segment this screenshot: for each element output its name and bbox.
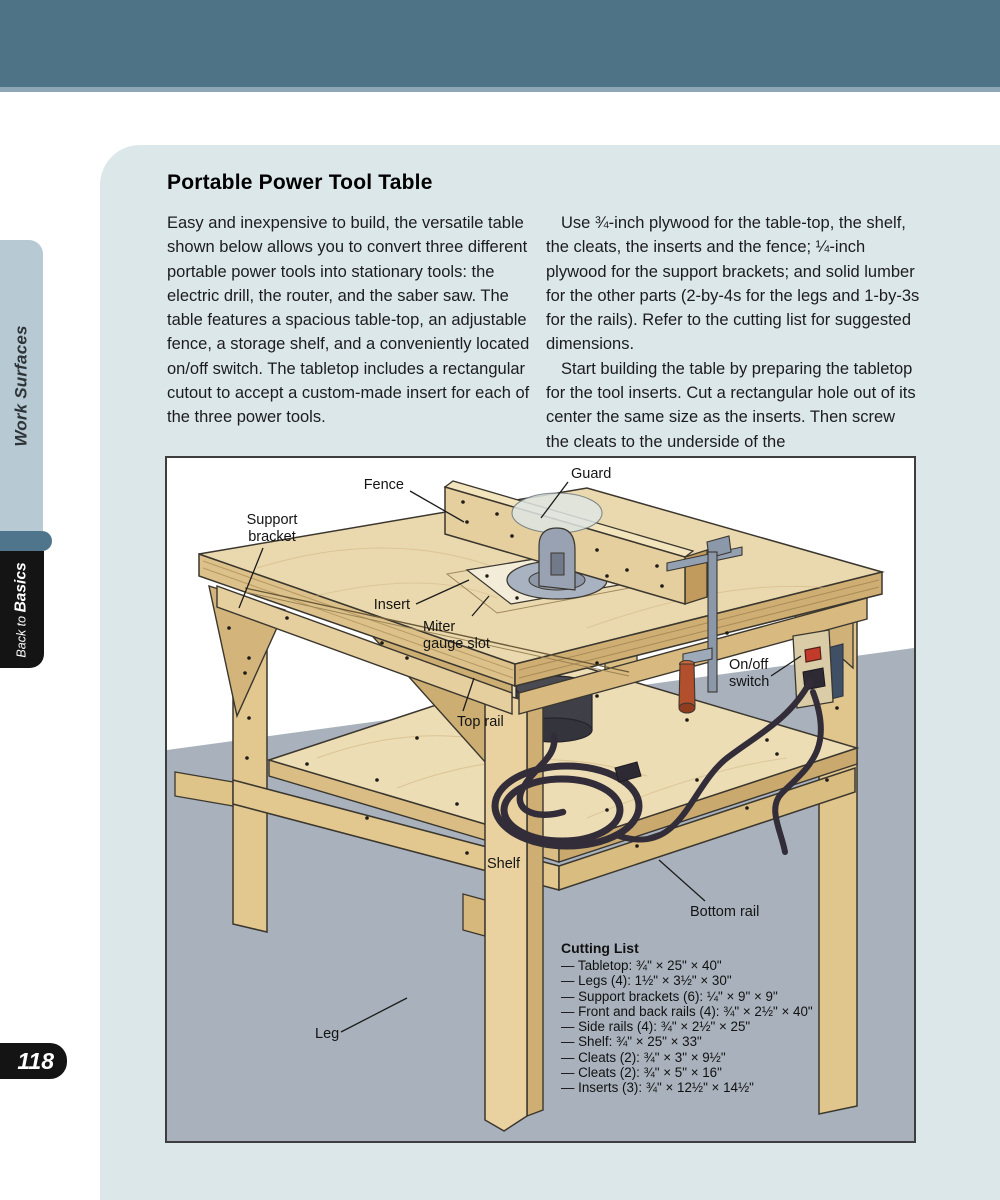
cutting-list-item: — Shelf: ¾" × 25" × 33" bbox=[561, 1034, 702, 1050]
page-title: Portable Power Tool Table bbox=[167, 171, 433, 194]
header-accent-line bbox=[0, 87, 1000, 92]
cutting-list bbox=[561, 940, 813, 1096]
front-leg-graphic bbox=[485, 690, 543, 1131]
label-bottom-rail: Bottom rail bbox=[690, 904, 760, 920]
label-support-bracket: bracket bbox=[248, 529, 296, 545]
illustration-frame bbox=[165, 456, 916, 1143]
label-onoff: switch bbox=[729, 674, 770, 690]
cutting-list-item: — Side rails (4): ¾" × 2½" × 25" bbox=[561, 1019, 751, 1035]
cleat-block-graphic bbox=[463, 894, 485, 936]
cutting-list-item: — Cleats (2): ¾" × 5" × 16" bbox=[561, 1065, 722, 1081]
guard-graphic bbox=[512, 493, 602, 533]
left-column bbox=[167, 211, 541, 430]
paragraph: Use ¾-inch plywood for the table-top, the shelf, the cleats, the inserts and the fence; ¼-inch plywood for the support brackets; and solid lumber for the other parts (2-by-4s for the legs and 1-by-3s for the rails). Refer to the cutting list for suggested dimensions. bbox=[546, 214, 920, 354]
paragraph: Start building the table by preparing the tabletop for the tool inserts. Cut a rectangular hole out of its center the same size as the inserts. Then screw the cleats to the underside of the bbox=[546, 359, 916, 451]
label-onoff: On/off bbox=[729, 657, 769, 673]
header-band bbox=[0, 0, 1000, 87]
cutting-list-item: — Front and back rails (4): ¾" × 2½" × 40" bbox=[561, 1003, 813, 1019]
cutting-list-title: Cutting List bbox=[561, 940, 639, 956]
sidebar-series-label: Back to Basics bbox=[13, 561, 30, 658]
cutting-list-item: — Support brackets (6): ¼" × 9" × 9" bbox=[561, 988, 778, 1004]
cutting-list-item: — Legs (4): 1½" × 3½" × 30" bbox=[561, 973, 732, 989]
cutting-list-item: — Inserts (3): ¾" × 12½" × 14½" bbox=[561, 1080, 754, 1096]
paragraph: Easy and inexpensive to build, the versatile table shown below allows you to convert three different portable power tools into stationary tools: the electric drill, the router, and the saber saw. The table features a spacious table-top, an adjustable fence, a storage shelf, and a conveniently located on/off switch. The tabletop includes a rectangular cutout to accept a custom-made insert for each of the three power tools. bbox=[167, 214, 530, 427]
right-column bbox=[546, 211, 920, 454]
sidebar-tab-work-surfaces bbox=[0, 240, 43, 531]
label-guard: Guard bbox=[571, 466, 612, 482]
label-leg: Leg bbox=[315, 1026, 340, 1042]
sidebar-tab-divider bbox=[0, 531, 52, 551]
label-miter: Miter bbox=[423, 619, 456, 635]
label-fence: Fence bbox=[363, 477, 404, 493]
cutting-list-item: — Tabletop: ¾" × 25" × 40" bbox=[561, 958, 722, 973]
label-insert: Insert bbox=[373, 597, 410, 613]
label-miter: gauge slot bbox=[423, 636, 490, 652]
label-shelf: Shelf bbox=[487, 856, 521, 872]
page-number-tab bbox=[0, 1043, 67, 1079]
label-top-rail: Top rail bbox=[457, 714, 504, 730]
content-panel bbox=[100, 145, 1000, 1200]
cutting-list-item: — Cleats (2): ¾" × 3" × 9½" bbox=[561, 1049, 726, 1065]
label-support-bracket: Support bbox=[246, 512, 298, 528]
sidebar-tab-back-to-basics bbox=[0, 551, 44, 668]
router-bit-graphic bbox=[551, 553, 564, 575]
switch-toggle-graphic bbox=[805, 647, 821, 662]
page-number: 118 bbox=[17, 1047, 54, 1074]
sidebar-section-label: Work Surfaces bbox=[11, 324, 31, 447]
